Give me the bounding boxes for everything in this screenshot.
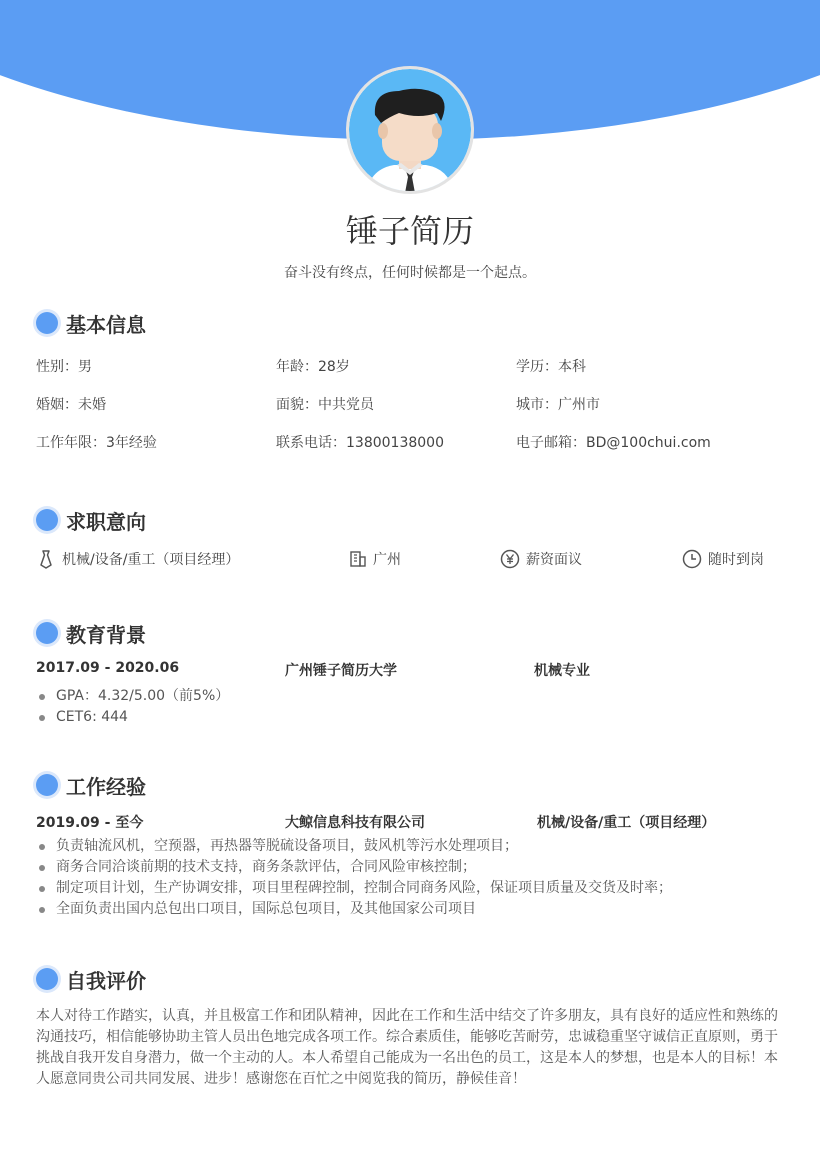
intent-salary bbox=[500, 549, 582, 569]
yuan-icon bbox=[500, 549, 520, 569]
intent-availability-text: 随时到岗 bbox=[708, 552, 764, 568]
political-status: 面貌：中共党员 bbox=[276, 397, 374, 413]
section-bullet-icon bbox=[36, 509, 58, 531]
section-basic-info bbox=[36, 308, 786, 458]
section-title: 教育背景 bbox=[66, 622, 146, 647]
email: 电子邮箱：BD@100chui.com bbox=[516, 435, 711, 451]
section-bullet-icon bbox=[36, 968, 58, 990]
intent-city bbox=[349, 549, 401, 569]
work-details bbox=[36, 836, 786, 920]
clock-icon bbox=[682, 549, 702, 569]
city: 城市：广州市 bbox=[516, 397, 600, 413]
resume-title: 锤子简历 bbox=[345, 212, 474, 250]
section-title: 求职意向 bbox=[66, 509, 146, 534]
self-evaluation-text bbox=[36, 1006, 784, 1090]
section-bullet-icon bbox=[36, 622, 58, 644]
building-icon bbox=[349, 550, 367, 568]
paragraph-line: 本人对待工作踏实，认真，并且极富工作和团队精神，因此在工作和生活中结交了许多朋友，具有良好的适应性和熟练的 bbox=[36, 1008, 778, 1024]
avatar bbox=[346, 66, 474, 194]
intent-salary-text: 薪资面议 bbox=[526, 552, 582, 568]
section-bullet-icon bbox=[36, 312, 58, 334]
section-self-evaluation bbox=[36, 964, 786, 1090]
section-work-experience bbox=[36, 770, 786, 920]
list-item: 负责轴流风机，空预器，再热器等脱硫设备项目，鼓风机等污水处理项目； bbox=[36, 836, 786, 857]
motto: 奋斗没有终点，任何时候都是一个起点。 bbox=[284, 265, 536, 281]
intent-availability bbox=[682, 549, 764, 569]
section-title: 自我评价 bbox=[66, 968, 146, 993]
section-job-intent bbox=[36, 505, 786, 571]
tie-icon bbox=[36, 549, 56, 569]
age: 年龄：28岁 bbox=[276, 359, 350, 375]
section-title: 工作经验 bbox=[66, 774, 146, 799]
section-bullet-icon bbox=[36, 774, 58, 796]
section-title: 基本信息 bbox=[66, 312, 146, 337]
work-years: 工作年限：3年经验 bbox=[36, 435, 157, 451]
intent-city-text: 广州 bbox=[373, 552, 401, 568]
education-major: 机械专业 bbox=[534, 663, 590, 679]
education-details bbox=[36, 686, 786, 728]
list-item: 商务合同洽谈前期的技术支持，商务条款评估，合同风险审核控制； bbox=[36, 857, 786, 878]
work-role: 机械/设备/重工（项目经理） bbox=[537, 815, 716, 831]
intent-position bbox=[36, 549, 239, 569]
education-school: 广州锤子简历大学 bbox=[285, 663, 397, 679]
paragraph-line: 挑战自我开发自身潜力，做一个主动的人。本人希望自己能成为一名出色的员工，这是本人的梦想，也是本人的目标！本 bbox=[36, 1050, 778, 1066]
education-period: 2017.09 - 2020.06 bbox=[36, 660, 180, 676]
paragraph-line: 人愿意同贵公司共同发展、进步！感谢您在百忙之中阅览我的简历，静候佳音！ bbox=[36, 1071, 526, 1087]
education-level: 学历：本科 bbox=[516, 359, 586, 375]
marital-status: 婚姻：未婚 bbox=[36, 397, 106, 413]
work-period: 2019.09 - 至今 bbox=[36, 815, 144, 831]
intent-position-text: 机械/设备/重工（项目经理） bbox=[62, 552, 240, 568]
phone: 联系电话：13800138000 bbox=[276, 435, 444, 451]
gender: 性别：男 bbox=[36, 359, 92, 375]
list-item: 制定项目计划，生产协调安排，项目里程碑控制，控制合同商务风险，保证项目质量及交货及时率； bbox=[36, 878, 786, 899]
list-item: CET6: 444 bbox=[36, 707, 786, 728]
list-item: GPA：4.32/5.00（前5%） bbox=[36, 686, 786, 707]
work-company: 大鲸信息科技有限公司 bbox=[285, 815, 425, 831]
section-education bbox=[36, 618, 786, 728]
list-item: 全面负责出国内总包出口项目，国际总包项目，及其他国家公司项目 bbox=[36, 899, 786, 920]
paragraph-line: 沟通技巧，相信能够协助主管人员出色地完成各项工作。综合素质佳，能够吃苦耐劳，忠诚稳重坚守诚信正直原则，勇于 bbox=[36, 1029, 778, 1045]
